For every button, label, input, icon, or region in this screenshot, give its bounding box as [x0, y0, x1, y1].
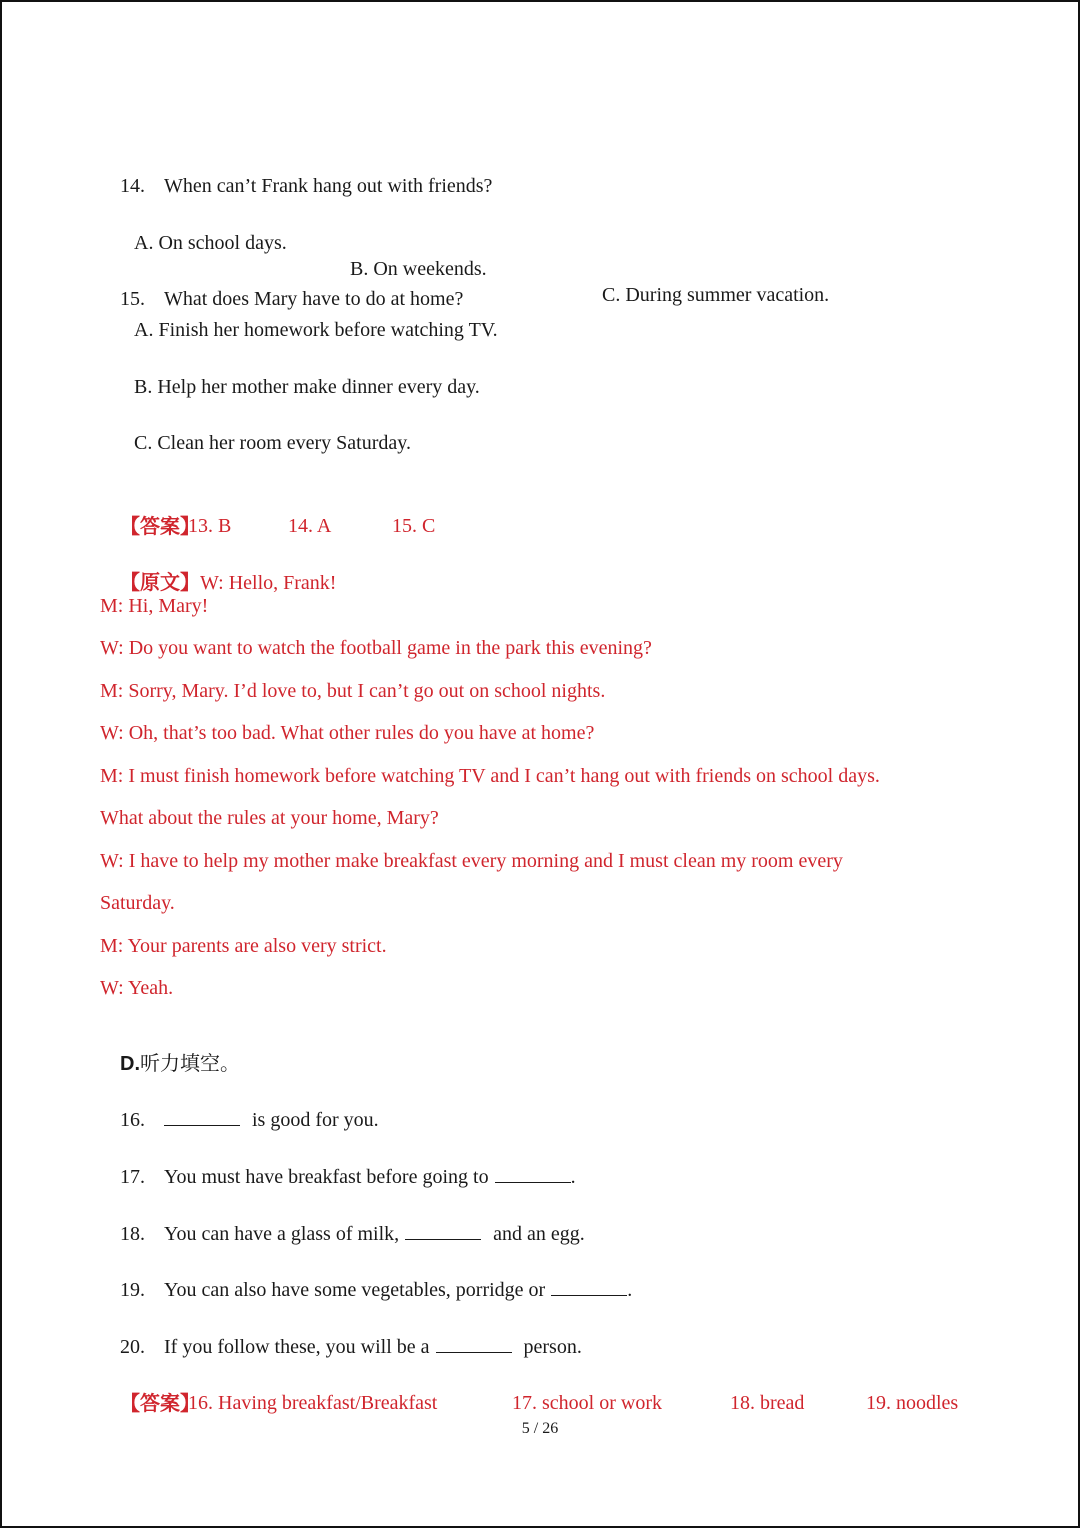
question-text-after: and an egg.: [493, 1223, 585, 1245]
transcript-line: W: Oh, that’s too bad. What other rules do you have at home?: [100, 722, 595, 744]
section-title: 听力填空。: [140, 1051, 240, 1075]
question-number: 15.: [120, 288, 145, 310]
option-a: A. On school days.: [134, 232, 287, 254]
answer-blank: [495, 1164, 571, 1183]
question-text: What does Mary have to do at home?: [164, 288, 464, 310]
transcript-line: M: Hi, Mary!: [100, 595, 209, 617]
option-c: C. During summer vacation.: [602, 284, 830, 306]
question-number: 14.: [120, 175, 145, 197]
transcript-line: Saturday.: [100, 892, 175, 914]
answer-item: 14. A: [288, 515, 332, 537]
answer-item: 16. Having breakfast/Breakfast: [188, 1392, 438, 1414]
question-text-before: You can also have some vegetables, porridge or: [164, 1279, 546, 1301]
section-prefix: D.: [120, 1053, 140, 1075]
answer-blank: [436, 1334, 512, 1353]
answer-blank: [551, 1277, 627, 1296]
question-number: 16.: [120, 1109, 145, 1131]
question-number: 19.: [120, 1279, 145, 1301]
question-number: 17.: [120, 1166, 145, 1188]
transcript-line: M: Sorry, Mary. I’d love to, but I can’t go out on school nights.: [100, 680, 606, 702]
answer-item: 13. B: [188, 515, 232, 537]
page-number: 5 / 26: [521, 1420, 559, 1437]
question-text-before: If you follow these, you will be a: [164, 1336, 430, 1358]
answer-tag: 【答案】: [120, 1391, 200, 1415]
answer-item: 15. C: [392, 515, 436, 537]
answer-blank: [405, 1221, 481, 1240]
option-c: C. Clean her room every Saturday.: [134, 432, 411, 454]
question-text-after: .: [570, 1166, 576, 1188]
transcript-line: W: I have to help my mother make breakfast every morning and I must clean my room every: [100, 850, 843, 872]
answer-item: 18. bread: [730, 1392, 805, 1414]
question-text-after: is good for you.: [252, 1109, 379, 1131]
answer-blank: [164, 1107, 240, 1126]
question-text: When can’t Frank hang out with friends?: [164, 175, 493, 197]
question-text-after: .: [627, 1279, 633, 1301]
question-text-before: You must have breakfast before going to: [164, 1166, 489, 1188]
transcript-line: What about the rules at your home, Mary?: [100, 807, 439, 829]
question-text-after: person.: [523, 1336, 582, 1358]
option-b: B. Help her mother make dinner every day.: [134, 376, 480, 398]
transcript-line: M: I must finish homework before watching TV and I can’t hang out with friends on school days.: [100, 765, 880, 787]
option-b: B. On weekends.: [350, 258, 487, 280]
transcript-line: W: Do you want to watch the football game in the park this evening?: [100, 637, 652, 659]
answer-item: 19. noodles: [866, 1392, 959, 1414]
transcript-tag: 【原文】: [120, 570, 200, 594]
question-number: 18.: [120, 1223, 145, 1245]
option-a: A. Finish her homework before watching TV.: [134, 319, 498, 341]
answer-item: 17. school or work: [512, 1392, 662, 1414]
answer-tag: 【答案】: [120, 514, 200, 538]
transcript-line: W: Yeah.: [100, 977, 174, 999]
transcript-line: M: Your parents are also very strict.: [100, 935, 387, 957]
question-number: 20.: [120, 1336, 145, 1358]
question-text-before: You can have a glass of milk,: [164, 1223, 400, 1245]
question-14: [100, 147, 492, 225]
transcript-line: W: Hello, Frank!: [200, 572, 337, 594]
